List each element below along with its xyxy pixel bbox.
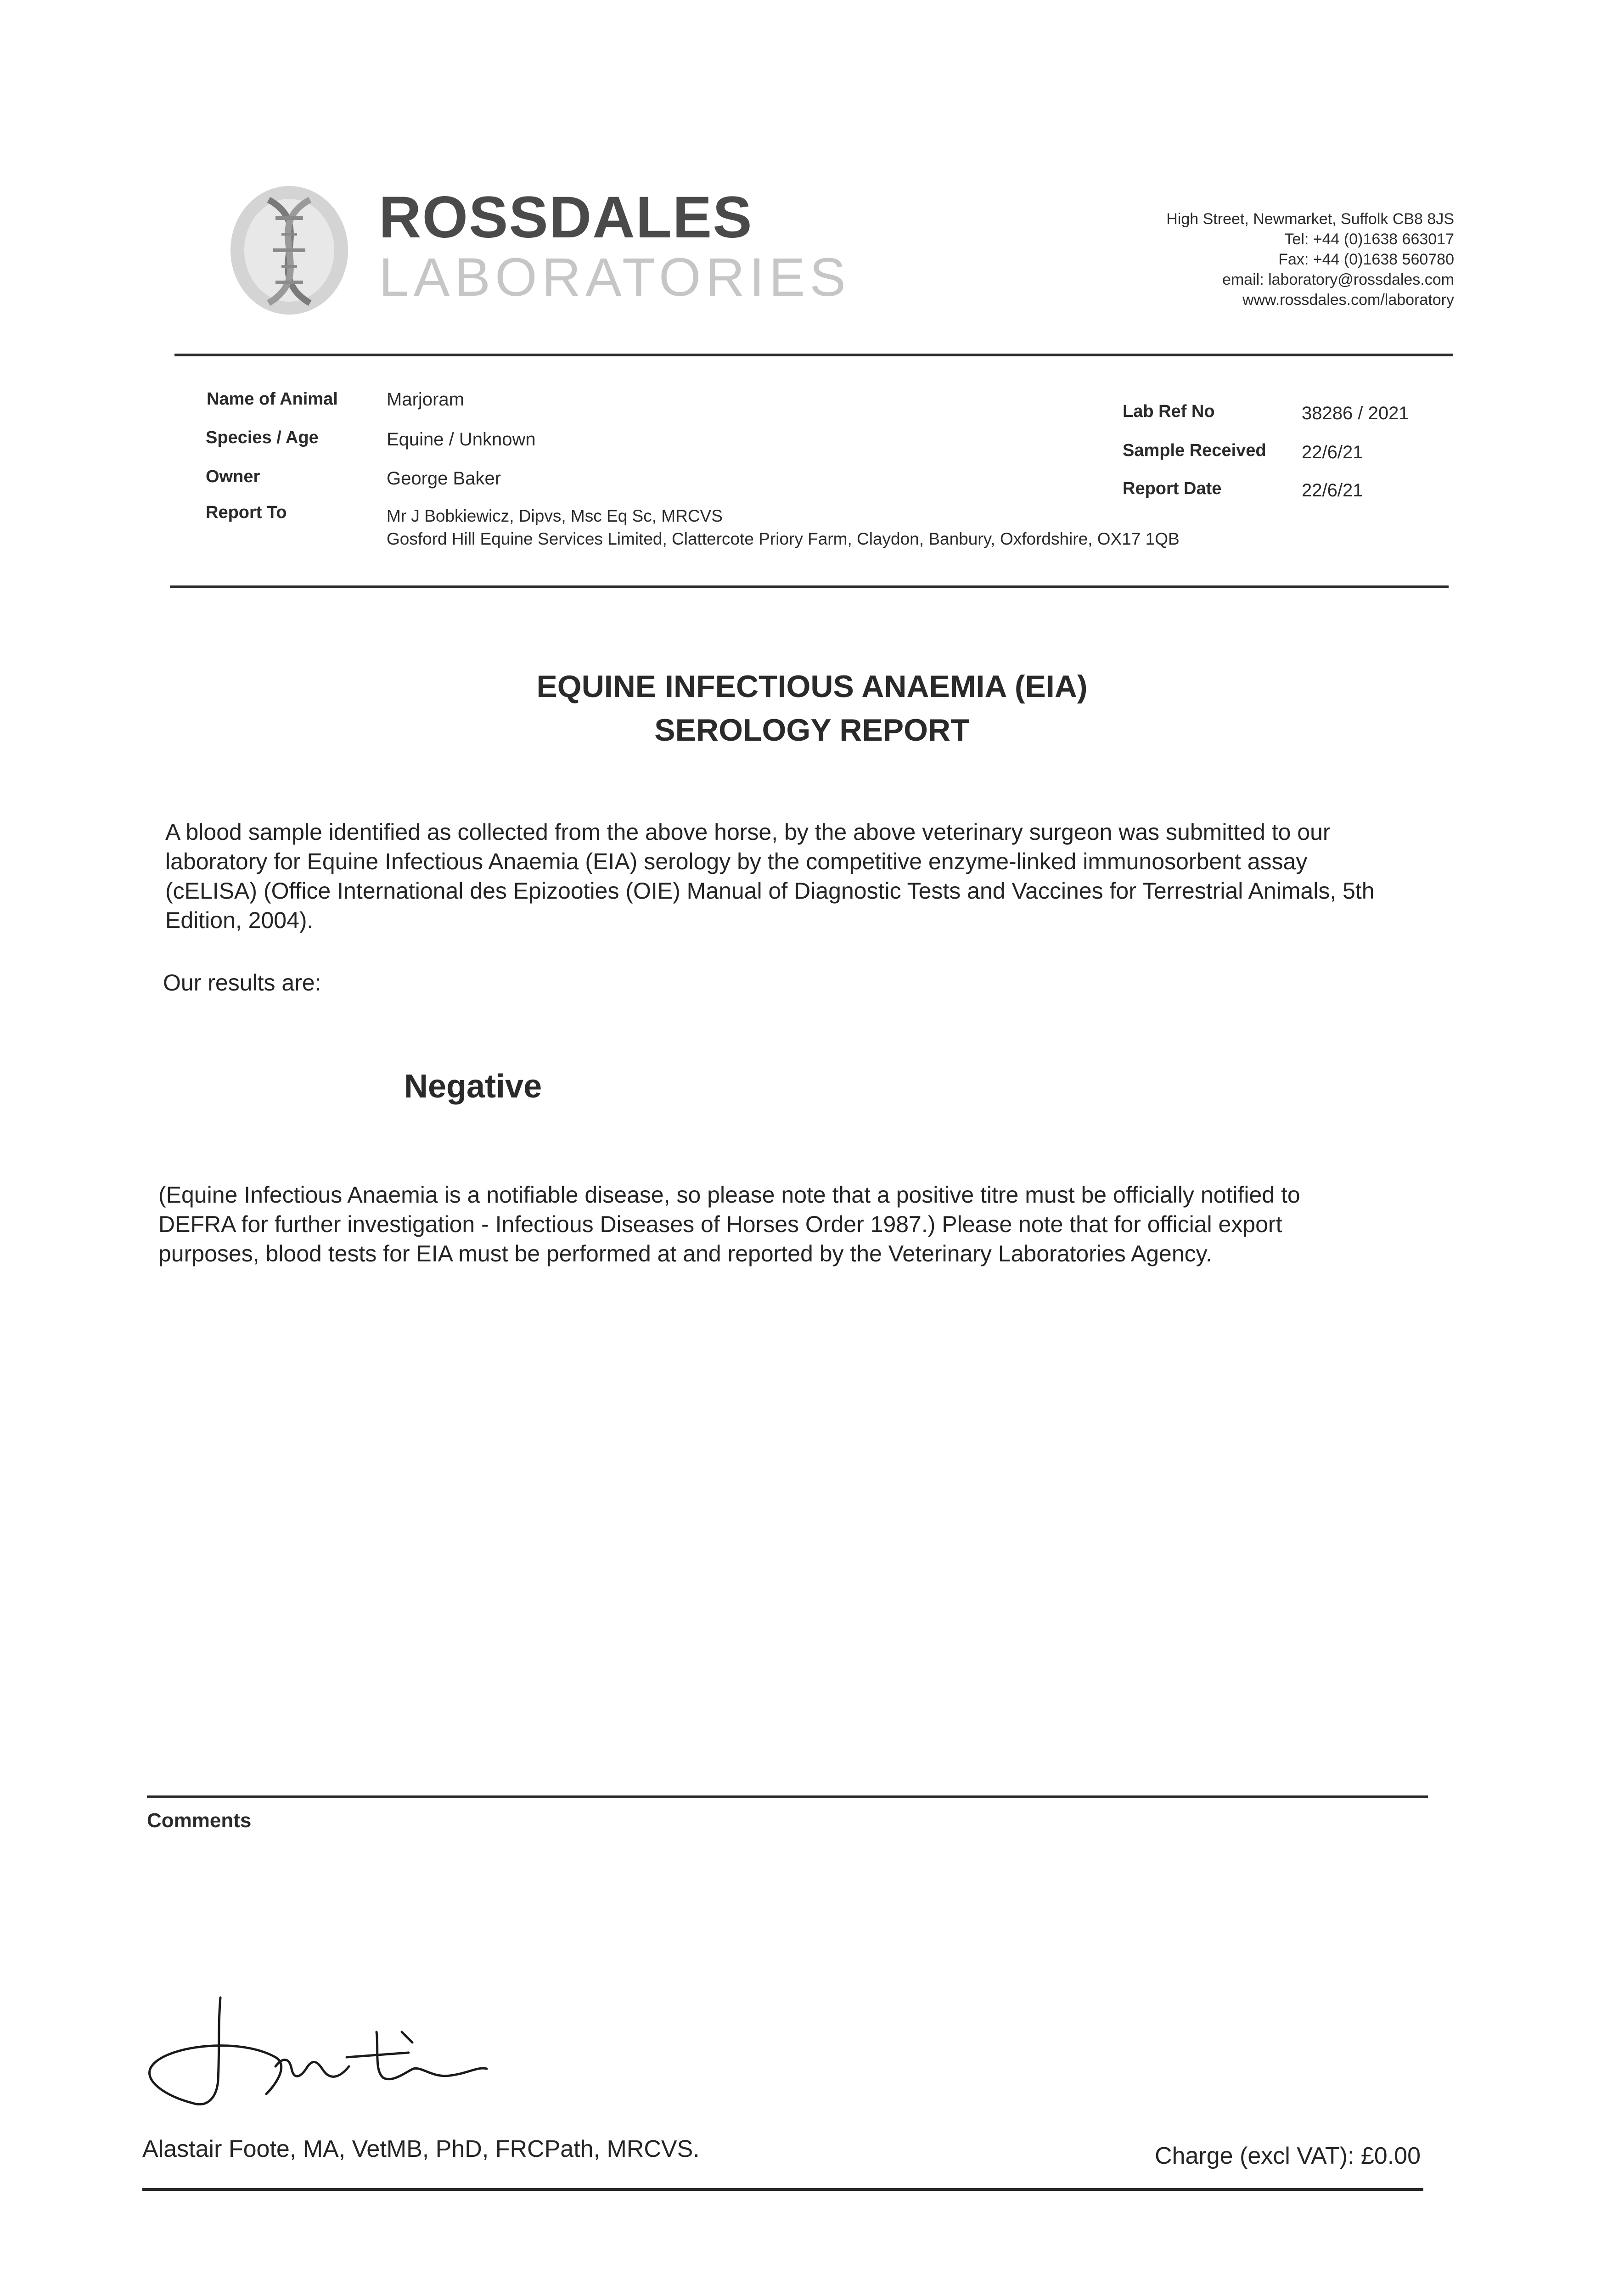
report-date-label: Report Date [1123, 479, 1222, 498]
sample-received-label: Sample Received [1123, 441, 1266, 460]
website: www.rossdales.com/laboratory [1242, 291, 1454, 309]
test-result: Negative [404, 1068, 542, 1105]
owner-label: Owner [206, 467, 260, 486]
header-divider [174, 354, 1453, 356]
intro-paragraph [165, 817, 1451, 935]
species-age-label: Species / Age [206, 428, 319, 447]
lab-ref-value: 38286 / 2021 [1302, 403, 1409, 423]
notifiable-disease-note [158, 1180, 1453, 1268]
intro-line: (cELISA) (Office International des Epizooties (OIE) Manual of Diagnostic Tests and Vaccines for Terrestrial Animals, 5th [165, 878, 1375, 904]
intro-line: laboratory for Equine Infectious Anaemia (EIA) serology by the competitive enzyme-linked immunosorbent assay [165, 849, 1308, 874]
owner-value: George Baker [387, 468, 501, 489]
fax: Fax: +44 (0)1638 560780 [1278, 251, 1454, 268]
lab-ref-label: Lab Ref No [1123, 402, 1215, 421]
telephone: Tel: +44 (0)1638 663017 [1284, 231, 1454, 248]
charge-excl-vat: Charge (excl VAT): £0.00 [1155, 2143, 1421, 2169]
report-title-line2: SEROLOGY REPORT [654, 713, 970, 748]
note-line: DEFRA for further investigation - Infectious Diseases of Horses Order 1987.) Please note that for official export [158, 1211, 1282, 1237]
contact-block [1166, 209, 1454, 310]
report-date-value: 22/6/21 [1302, 480, 1363, 501]
signatory-name: Alastair Foote, MA, VetMB, PhD, FRCPath, MRCVS. [142, 2136, 700, 2162]
email: email: laboratory@rossdales.com [1222, 271, 1454, 288]
intro-line: A blood sample identified as collected from the above horse, by the above veterinary surgeon was submitted to our [165, 819, 1331, 845]
note-line: purposes, blood tests for EIA must be performed at and reported by the Veterinary Laboratories Agency. [158, 1241, 1212, 1266]
intro-line: Edition, 2004). [165, 907, 314, 933]
comments-divider [147, 1795, 1428, 1798]
sample-received-value: 22/6/21 [1302, 442, 1363, 462]
signature-image [138, 1988, 496, 2126]
name-of-animal-value: Marjoram [387, 389, 464, 410]
name-of-animal-label: Name of Animal [207, 389, 338, 409]
species-age-value: Equine / Unknown [387, 429, 536, 450]
note-line: (Equine Infectious Anaemia is a notifiable disease, so please note that a positive titre must be officially notified to [158, 1182, 1300, 1208]
comments-label: Comments [147, 1809, 252, 1832]
report-to-vet: Mr J Bobkiewicz, Dipvs, Msc Eq Sc, MRCVS [387, 506, 723, 525]
footer-divider [142, 2188, 1423, 2191]
report-to-address: Gosford Hill Equine Services Limited, Clattercote Priory Farm, Claydon, Banbury, Oxfordshire, OX17 1QB [387, 529, 1180, 548]
results-intro: Our results are: [163, 970, 321, 996]
info-divider [170, 585, 1449, 588]
report-title-line1: EQUINE INFECTIOUS ANAEMIA (EIA) [536, 669, 1088, 704]
brand-subtitle: LABORATORIES [379, 247, 851, 308]
brand-name: ROSSDALES [379, 185, 753, 250]
rossdales-logo-icon [225, 181, 354, 319]
address: High Street, Newmarket, Suffolk CB8 8JS [1166, 210, 1454, 228]
report-to-label: Report To [206, 503, 287, 522]
